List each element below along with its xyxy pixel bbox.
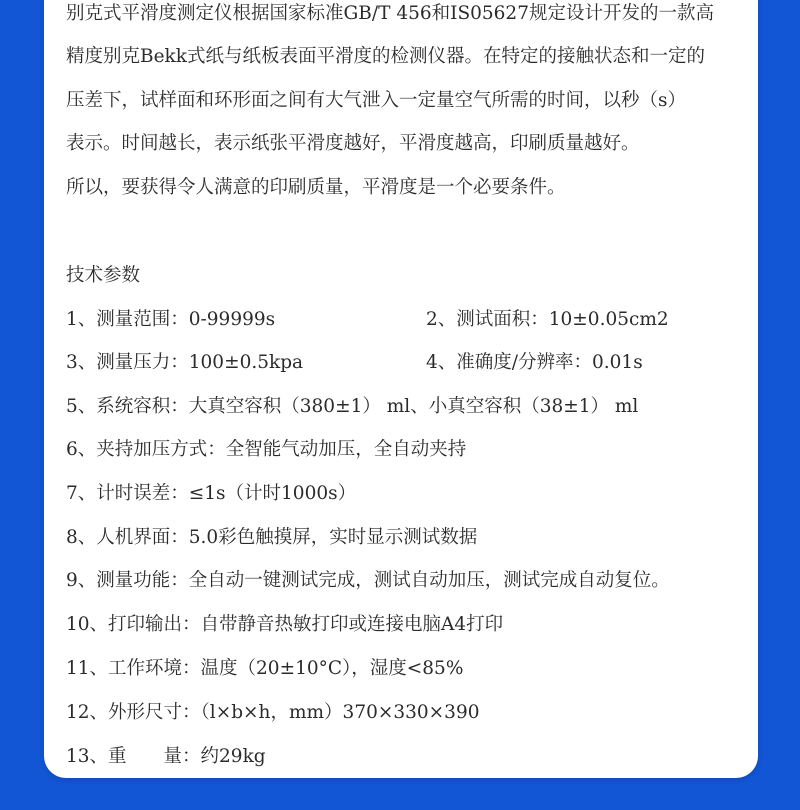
param-item: 3、测量压力：100±0.5kpa	[66, 352, 304, 373]
param-row: 12、外形尺寸：（l×b×h，mm）370×330×390	[66, 702, 480, 723]
param-item: 1、测量范围：0-99999s	[66, 309, 276, 330]
param-row: 6、夹持加压方式：全智能气动加压，全自动夹持	[66, 439, 467, 460]
param-row	[66, 351, 643, 375]
param-row: 5、系统容积：大真空容积（380±1） ml、小真空容积（38±1） ml	[66, 396, 639, 417]
param-row: 10、打印输出：自带静音热敏打印或连接电脑A4打印	[66, 614, 504, 635]
intro-line: 精度别克Bekk式纸与纸板表面平滑度的检测仪器。在特定的接触状态和一定的	[66, 46, 705, 67]
section-title: 技术参数	[66, 265, 141, 286]
param-row: 13、重 量：约29kg	[66, 746, 266, 767]
param-row: 11、工作环境：温度（20±10°C），湿度<85%	[66, 658, 464, 679]
intro-line: 表示。时间越长，表示纸张平滑度越好，平滑度越高，印刷质量越好。	[66, 133, 640, 154]
intro-line: 所以，要获得令人满意的印刷质量，平滑度是一个必要条件。	[66, 177, 566, 198]
intro-line: 别克式平滑度测定仪根据国家标准GB/T 456和IS05627规定设计开发的一款高	[66, 3, 714, 24]
intro-line: 压差下，试样面和环形面之间有大气泄入一定量空气所需的时间，以秒（s）	[66, 90, 686, 111]
param-row: 7、计时误差：≤1s（计时1000s）	[66, 483, 357, 504]
param-row: 9、测量功能：全自动一键测试完成，测试自动加压，测试完成自动复位。	[66, 570, 670, 591]
param-item: 4、准确度/分辨率：0.01s	[426, 352, 643, 373]
param-row	[66, 308, 669, 332]
param-row: 8、人机界面：5.0彩色触摸屏，实时显示测试数据	[66, 527, 478, 548]
param-item: 2、测试面积：10±0.05cm2	[426, 309, 669, 330]
